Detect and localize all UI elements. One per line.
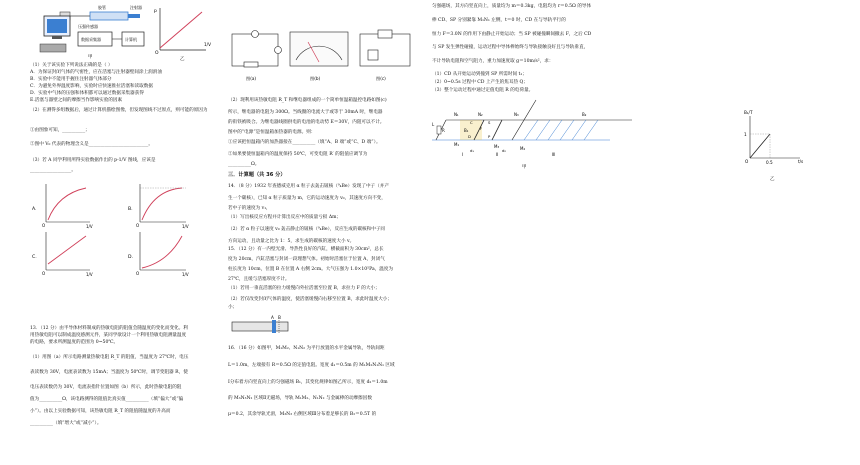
svg-text:甲: 甲 [522,165,527,170]
q15-line4: 27℃，且缓与活塞厚度不计。 [228,277,290,282]
answer-graphs [30,180,218,275]
q15-line6: （2）若仅改变封闭气体的温度，使活塞缓慢向右移至位置 B，求此时温度大小； [228,297,392,302]
figures-abc [228,28,418,90]
svg-text:C.: C. [32,255,37,260]
c3-p6: （1）CD 从开始运动到撞到 SP 所需时间 t₁； [432,72,527,77]
c2-p3: 的衔铁被吸合。为继电器线圈供电的电池的电动势 E＝30V，内阻可以不计。 [228,120,385,125]
svg-text:O: O [136,223,140,228]
svg-text:D: D [468,134,471,139]
svg-text:1/V: 1/V [182,224,189,229]
svg-text:B₂: B₂ [582,112,587,117]
svg-text:1/V: 1/V [204,42,211,47]
q13-line6: 电压表读数仍为 30V，电流表指针位置如图（b）所示，此时热敏电阻的阻 [30,385,182,390]
q16-line4: 的 M₃N₃N₂ 区域Ⅱ无磁场，导轨 M₁M₂、N₁N₂ 与金属棒的动摩擦因数 [228,396,372,401]
svg-text:D.: D. [128,255,133,260]
svg-text:A.: A. [32,207,37,212]
svg-text:B₁/T: B₁/T [744,110,753,115]
c3-p3: 恒力 F＝3.0N 的作用下由静止开始运动；当 SP 被碰撞瞬间撤去 F，之后 CD [432,32,592,37]
svg-text:t/s: t/s [798,159,804,164]
graph-p-vs-inv-v [154,8,211,62]
svg-text:1/V: 1/V [86,272,93,277]
option-b: B．实验中不能用手握住注射器气体部分 [30,77,112,82]
q13-line8: 小”）。由以上实验数据可知，该热敏电阻 R_T 的阻值随温度的升高而 [30,409,171,414]
c3-p5: 不计导轨电阻和空气阻力，重力加速度取 g＝10m/s²，求： [432,59,554,64]
q13-line5: 表读数为 30V，电流表读数为 15mA；当温度为 50℃时，调节变阻器 R，使 [30,370,188,375]
question-3-blank: __________________。 [30,168,76,173]
question-2: （2）在测得多组数据后，通过计算机描绘图像，但发现图线不过原点，则可能的原因为 [30,108,208,113]
graph-b [128,184,189,229]
svg-text:压强传感器: 压强传感器 [78,24,98,29]
region-iii [524,120,598,140]
q13-line7: 值为__________Ω，该电路测得的阻值比真实值__________（填“偏大”或“偏 [30,397,184,402]
question-3: （3）若 A 同学利用所得实验数据作出的 p-1/V 图线，应该是 [30,158,156,163]
svg-text:M₂: M₂ [520,146,526,151]
q16-line3: Ⅰ分布着方向竖直向上的匀强磁场 B₁，其变化规律如图乙所示，宽度 d₂＝1.0m [228,380,388,385]
q16-line5: μ＝0.2，其余导轨光滑，M₃N₃ 右侧区域Ⅲ分布着足够长的 B₂＝0.5T 的 [228,412,377,417]
svg-text:乙: 乙 [770,177,775,182]
ammeter-b [290,32,348,82]
q16-line1: 16．（16 分）如图甲，M₁M₂、N₁N₂ 为平行放置的水平金属导轨，导轨间距 [228,346,385,351]
c2-p5: ①应该把恒温箱内的加热器接在__________（填“A、B 端”或“C、D 端”）。 [228,140,381,145]
svg-text:d₁: d₁ [470,148,474,153]
option-d: D．实验中气体的压强和体积都可以通过数据采集器获得 [30,91,144,96]
svg-text:L: L [432,122,435,127]
svg-text:甲: 甲 [88,55,93,60]
graph-d [128,232,189,277]
svg-text:计算机: 计算机 [125,37,137,42]
q15-line1: 15．（12 分）有一内壁光滑、导热性良好的汽缸，横截面积为 30cm²，总长 [228,247,384,252]
svg-text:Ⅰ: Ⅰ [462,152,464,157]
svg-text:0.5: 0.5 [766,160,773,165]
svg-text:N₂: N₂ [478,112,483,117]
svg-text:O: O [42,271,46,276]
q13-line2: 用热敏电阻可以制成温度感测元件，某同学欲设计一个利用热敏电阻测量温度 [30,333,187,338]
q14-line2: 生一个碳核），已知 α 粒子质量为 m，它的运动速度为 v₀，其速度方向不变， [228,196,386,201]
svg-text:d₂: d₂ [502,148,506,153]
q14-line4: （1）写出核反应方程并计算出反应中的质量亏损 Δm； [228,215,342,220]
svg-text:注射器: 注射器 [130,5,142,10]
c2-p1: （2）现利用该热敏电阻 R_T 和继电器组成的一个简单恒温箱温控电路如图(c) [228,98,387,103]
option-a: A．为保证封闭气体的气密性，应在活塞与注射器壁间涂上润滑油 [30,70,162,75]
q14-line5: （2）若 α 粒子以速度 v₀ 轰击静止的铍核（⁹₄Be），反应生成的碳核和中子同 [228,227,386,232]
svg-text:乙: 乙 [180,57,185,62]
svg-text:P: P [488,134,491,139]
svg-text:1/V: 1/V [182,272,189,277]
svg-text:图(c): 图(c) [376,76,386,81]
svg-text:O: O [42,223,46,228]
svg-text:B₁: B₁ [464,128,469,133]
section-heading: 三．计算题（共 36 分） [228,172,286,178]
option-c: C．为避免外界温度影响，实验时应快速推拉活塞和读取数据 [30,84,153,89]
c3-p1: 匀强磁场，其方向竖直向上，质量均为 m＝0.3kg，电阻均为 r＝0.5Ω 的导体 [432,4,592,9]
q16-line2: L＝1.0m，左端接有 R＝0.5Ω 的定值电阻。宽度 d₁＝0.5m 的 M₁M₂N₁N₁ 区域 [228,363,395,368]
svg-text:数据采集器: 数据采集器 [81,37,101,42]
svg-text:Ⅱ: Ⅱ [496,152,498,157]
question-1: （1）关于该实验下列说法正确的是（ ） [30,63,113,68]
q13-line9: __________（填“增大”或“减小”）。 [30,421,102,426]
svg-text:M₁: M₁ [454,142,460,147]
rail-figure [432,96,656,171]
svg-text:B.: B. [128,207,133,212]
svg-text:A: A [271,315,274,320]
c3-p4: 与 SP 发生弹性碰撞，运动过程中导体棒始终与导轨接触良好且与导轨垂直， [432,45,589,50]
graph-a [32,184,93,229]
c2-p4: 图中的“电源”是恒温箱加热器的电源。则： [228,130,316,135]
svg-text:N₁: N₁ [454,112,459,117]
circuit-c [360,30,410,82]
c3-p8: （3）整个运动过程中通过定值电阻 R 的电荷量。 [432,88,534,93]
q13-line4: （1）用图（a）所示电路测量热敏电阻 R_T 的阻值，当温度为 27℃时，电压 [30,355,189,360]
figure-gas-experiment [30,2,218,62]
svg-text:p: p [154,9,157,14]
q15-line5: （1）若用一垂直活塞的拉力缓慢向外拉活塞至位置 B，求拉力 F 的大小； [228,286,380,291]
q14-line1: 14．（8 分）1932 年查德威克用 α 粒子去轰击铍核（⁹₄Be）发现了中子（并产 [228,184,389,189]
svg-text:S: S [488,120,491,125]
graph-b1-vs-t [720,110,830,185]
q13-line1: 13．（12 分）由半导体材料制成的热敏电阻的阻值会随温度的变化而变化。利 [30,326,188,331]
q15-line3: 柱长度为 10cm，位置 B 在位置 A 右侧 2cm。大气压强为 1.0×10⁵Pa，温度为 [228,267,394,272]
c2-p7: __________Ω。 [228,162,260,167]
q13-line3: 的电路，要求所测温度的范围为 0~50℃。 [30,340,119,345]
svg-text:图(a): 图(a) [246,76,257,81]
svg-text:O: O [745,159,749,164]
column-3 [432,0,656,465]
q14-line3: 若中子的速度为 v₁， [228,206,271,211]
question-2-sub1: ①由图象可知，__________； [30,128,90,133]
question-2-sub2: ②图中 V₀ 代表的物理含义是__________________________。 [30,142,153,147]
svg-text:Ⅲ: Ⅲ [552,152,555,157]
c3-p7: （2）0~0.5s 过程中 CD 上产生的焦耳热 Q； [432,80,528,85]
svg-text:胶管: 胶管 [98,5,106,10]
svg-text:B: B [278,315,281,320]
c2-p2: 所示，继电器的电阻为 300Ω。当线圈的电流大于或等于 30mA 时，继电器 [228,110,383,115]
q14-line6: 方向运动，且动量之比为 1：5，求生成的碳核的速度大小 v。 [228,239,355,244]
svg-text:1/V: 1/V [86,224,93,229]
svg-text:图(b): 图(b) [310,76,321,81]
svg-text:1: 1 [744,132,747,137]
q15-line2: 度为 20cm，汽缸活塞与封闭一段理想气体。初始时活塞位于位置 A，封闭气 [228,257,385,262]
svg-text:R: R [442,128,445,133]
c3-p2: 棒 CD、SP 分别紧靠 M₁N₁ 左侧，t＝0 时，CD 在与导轨平行的 [432,18,566,23]
option-e: E.活塞与器壁之间的摩擦当作影响实验的因素 [30,98,123,103]
column-2 [228,0,418,465]
svg-text:M₃: M₃ [494,144,500,149]
svg-text:F: F [480,126,483,131]
syringe [90,12,128,20]
circuit-a [232,31,282,83]
column-4 [720,0,840,465]
svg-text:O: O [136,271,140,276]
q15-line7: 小； [228,305,238,310]
svg-text:O: O [155,51,159,56]
column-1 [30,0,218,465]
svg-text:N₃: N₃ [514,112,519,117]
graph-c [32,232,93,277]
svg-text:C: C [470,120,473,125]
cylinder-figure [232,316,302,336]
c2-p6: ②如果要使恒温箱内的温度保持 50℃，可变电阻 R′ 的阻值应调节为 [228,152,368,157]
